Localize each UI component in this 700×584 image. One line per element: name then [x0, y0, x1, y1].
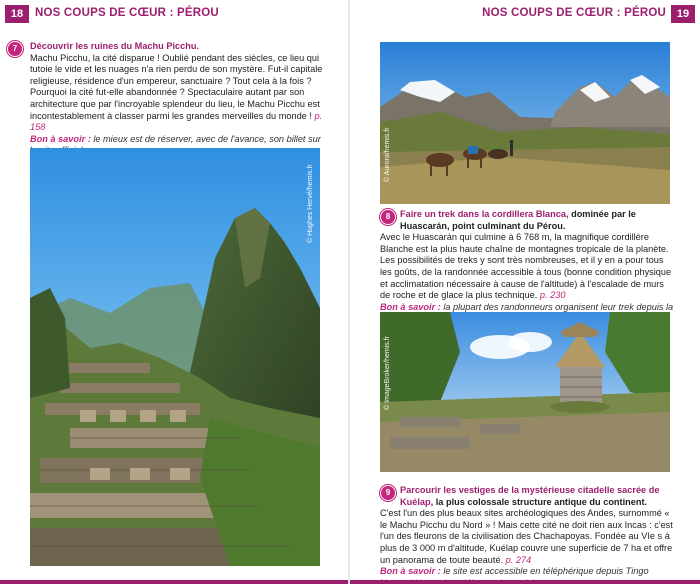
page-number-right: 19	[671, 5, 695, 23]
entry-body: Avec le Huascarán qui culmine à 6 768 m, la magnifique cordillère Blanche est la plus haute chaîne de montagnes tropicale de la planète. Les possibilités de treks y sont très nombreuses, et il y en a pour tous les goûts, de la randonnée accessible à tous (bonne condition physique et acclimatation nécessaire à cause de l'altitude) à l'escalade de murs de roche et de glace la plus technique.	[380, 232, 672, 301]
good-to-know-label: Bon à savoir :	[30, 133, 91, 144]
machu-picchu-illustration	[30, 148, 320, 566]
cordillera-illustration	[380, 42, 670, 204]
header-title-left: NOS COUPS DE CŒUR : PÉROU	[35, 7, 219, 19]
entry-cordillera-blanca	[380, 209, 676, 325]
page-reference[interactable]: p. 274	[505, 554, 532, 565]
good-to-know-text: le mieux est de réserver, avec de l'avance, son billet sur	[93, 133, 321, 144]
entry-body: Machu Picchu, la cité disparue ! Oublié pendant des siècles, ce lieu qui tutoie le vide et les nuages n'a rien perdu de son mystère. Fut-il capitale religieuse, résidence d'un empereur, sanctuaire ? Tout cela à la fois ? Pourquoi la cité fut-elle abandonnée ? Spectaculaire autant par son architecture que par l'incroyable splendeur du lieu, le Machu Picchu est incontestablement à classer parmi les grandes merveilles du monde !	[30, 52, 323, 121]
good-to-know-label: Bon à savoir :	[380, 301, 441, 312]
machu-picchu-photo	[30, 148, 320, 566]
good-to-know-text: le site est accessible en téléphérique depuis Tingo	[443, 566, 649, 577]
entry-body: C'est l'un des plus beaux sites archéologiques des Andes, surnommé « le Machu Picchu du Nord » ! Mais cette cité ne doit rien aux Incas : c'est l'un des fleurons de la civilisation des Chachapoyas. Fondée au VIe s à plus de 3 000 m d'altitude, Kuélap couvre une superficie de 7 ha et offre un panorama de toute beauté.	[380, 508, 673, 565]
photo-credit-machu-picchu: © Hughes Hervé/hemis.fr	[307, 164, 314, 243]
kuelap-photo	[380, 312, 670, 472]
heart-icon: 9	[381, 486, 395, 500]
left-header	[0, 0, 350, 28]
entry-title: Parcourir les vestiges de la mystérieuse citadelle sacrée de Kuélap,	[400, 485, 660, 507]
entry-title: Découvrir les ruines du Machu Picchu.	[30, 41, 199, 51]
good-to-know-label: Bon à savoir :	[380, 566, 441, 577]
heart-icon: 8	[381, 210, 395, 224]
good-to-know-text: la plupart des randonneurs organisent leur trek depuis la	[443, 301, 674, 312]
photo-credit-cordillera: © Aurora/hemis.fr	[384, 127, 391, 182]
page-reference[interactable]: p. 230	[539, 290, 566, 301]
entry-subtitle: la plus colossale structure antique du continent.	[435, 496, 648, 507]
entry-subtitle: dominée par le Huascarán, point culminant du Pérou.	[400, 209, 636, 231]
page-reference[interactable]: p. 158	[30, 110, 323, 133]
right-page	[350, 0, 700, 584]
photo-credit-kuelap: © ImageBroker/hemis.fr	[384, 335, 391, 410]
bottom-bar-right	[350, 580, 700, 584]
page-number-left: 18	[5, 5, 29, 23]
header-title-right: NOS COUPS DE CŒUR : PÉROU	[482, 7, 666, 19]
cordillera-blanca-photo	[380, 42, 670, 204]
heart-icon: 7	[8, 42, 22, 56]
kuelap-illustration	[380, 312, 670, 472]
entry-title: Faire un trek dans la cordillera Blanca,	[400, 209, 569, 219]
right-header	[350, 0, 700, 28]
entry-kuelap	[380, 485, 676, 584]
bottom-bar-left	[0, 580, 350, 584]
